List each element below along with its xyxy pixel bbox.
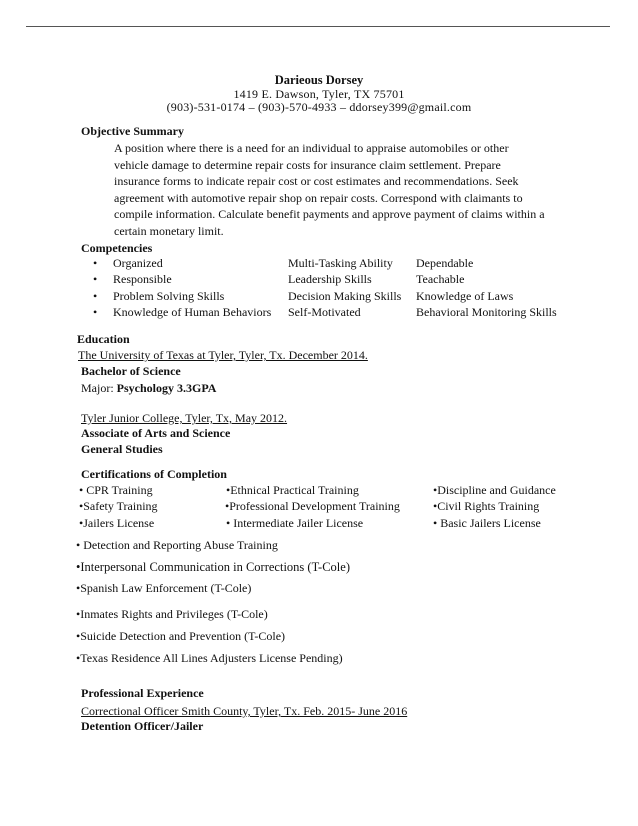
- certification-item: • Intermediate Jailer License: [226, 516, 364, 530]
- competency-item: Self-Motivated: [288, 305, 361, 319]
- certification-item: •Discipline and Guidance: [433, 483, 556, 497]
- experience-heading: Professional Experience: [81, 686, 204, 700]
- objective-line: insurance forms to indicate repair cost or cost estimates and recommendations. Seek: [114, 174, 519, 189]
- certification-item: •Ethnical Practical Training: [226, 483, 359, 497]
- certifications-heading: Certifications of Completion: [81, 467, 227, 481]
- resume-name: Darieous Dorsey: [274, 73, 364, 87]
- competency-item: Leadership Skills: [288, 272, 372, 286]
- certification-item: • CPR Training: [79, 483, 153, 497]
- competency-item: • Problem Solving Skills: [113, 289, 224, 304]
- studies: General Studies: [81, 442, 163, 456]
- certification-item: •Suicide Detection and Prevention (T-Cole): [76, 629, 286, 643]
- competency-item: Multi-Tasking Ability: [288, 256, 393, 270]
- competency-item: Dependable: [416, 256, 474, 270]
- objective-line: certain monetary limit.: [114, 223, 224, 238]
- resume-contact: (903)-531-0174 – (903)-570-4933 – ddorsey399@gmail.com: [166, 100, 472, 114]
- major-label: Major:: [81, 381, 117, 395]
- competency-item: Decision Making Skills: [288, 289, 402, 303]
- resume-address: 1419 E. Dawson, Tyler, TX 75701: [233, 87, 405, 101]
- certification-item: •Inmates Rights and Privileges (T-Cole): [76, 607, 268, 621]
- competency-item: • Knowledge of Human Behaviors: [113, 305, 271, 320]
- competency-item: Behavioral Monitoring Skills: [416, 305, 557, 319]
- school-name: Tyler Junior College, Tyler, Tx, May 2012.: [81, 411, 288, 425]
- competency-item: Teachable: [416, 272, 465, 286]
- job-title: Detention Officer/Jailer: [81, 719, 204, 733]
- competency-item: Knowledge of Laws: [416, 289, 514, 303]
- competency-item: • Organized: [113, 256, 163, 271]
- objective-line: vehicle damage to determine repair costs for insurance claim settlement. Prepare: [114, 157, 501, 172]
- certification-item: •Professional Development Training: [225, 499, 400, 513]
- degree: Bachelor of Science: [81, 364, 181, 378]
- school-name: The University of Texas at Tyler, Tyler, Tx. December 2014.: [78, 348, 368, 362]
- objective-line: agreement with automotive repair shop on repair costs. Correspond with claimants to: [114, 190, 523, 205]
- certification-item: •Safety Training: [79, 499, 158, 513]
- certification-item: • Basic Jailers License: [433, 516, 541, 530]
- certification-item: •Civil Rights Training: [433, 499, 540, 513]
- job-line: Correctional Officer Smith County, Tyler, Tx. Feb. 2015- June 2016: [81, 704, 408, 718]
- certification-item: •Spanish Law Enforcement (T-Cole): [76, 581, 252, 595]
- certification-item: • Detection and Reporting Abuse Training: [76, 538, 278, 552]
- competency-item: • Responsible: [113, 272, 172, 287]
- objective-line: A position where there is a need for an individual to appraise automobiles or other: [114, 141, 509, 155]
- objective-heading: Objective Summary: [81, 124, 184, 138]
- major-line: [81, 381, 216, 396]
- certification-item: •Interpersonal Communication in Corrections (T-Cole): [76, 560, 350, 574]
- education-heading: Education: [77, 332, 130, 346]
- certification-item: •Texas Residence All Lines Adjusters License Pending): [76, 651, 343, 665]
- certification-item: •Jailers License: [79, 516, 155, 530]
- major-value: Psychology 3.3GPA: [116, 381, 217, 395]
- objective-line: compile information. Calculate benefit payments and approve payment of claims within a: [114, 207, 545, 222]
- objective-text: [114, 140, 574, 240]
- competencies-heading: Competencies: [81, 241, 153, 255]
- degree: Associate of Arts and Science: [81, 426, 231, 440]
- top-rule: [26, 26, 610, 27]
